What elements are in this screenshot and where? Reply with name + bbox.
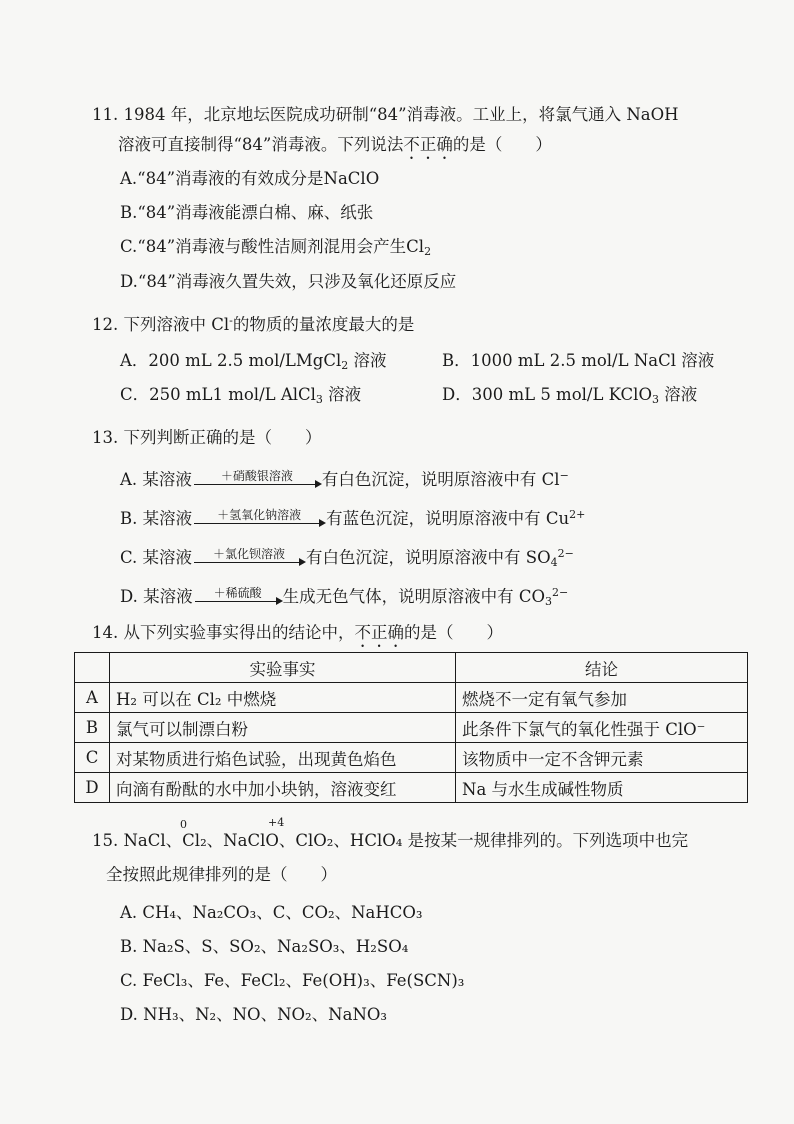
q11-stem-line1: 11. 1984 年，北京地坛医院成功研制“84”消毒液。工业上，将氯气通入 NaOH [92, 105, 679, 124]
q13-option-c-sub: 4 [550, 556, 558, 569]
q12-option-a [120, 350, 386, 372]
row-label: A [75, 683, 110, 713]
q13-option-d-sup: 2− [552, 586, 569, 599]
q13-option-a-reagent: ＋硝酸银溶液 [220, 469, 293, 483]
row-conclusion: 该物质中一定不含钾元素 [456, 743, 748, 773]
q13-option-a-post: 有白色沉淀，说明原溶液中有 Cl [321, 470, 560, 489]
q11-option-a: A.“84”消毒液的有效成分是NaClO [120, 169, 380, 188]
q13-option-d-pre: D. 某溶液 [120, 587, 193, 606]
table-header-cell [75, 653, 110, 683]
q12-option-c-sub: 3 [315, 393, 323, 406]
q13-option-b-pre: B. 某溶液 [120, 509, 193, 528]
reaction-arrow [194, 466, 320, 485]
q13-option-d [120, 583, 568, 608]
q12-stem-post: 的物质的量浓度最大的是 [232, 315, 415, 334]
q12-option-a-sub: 2 [341, 359, 349, 372]
q13-option-b-post: 有蓝色沉淀，说明原溶液中有 Cu [326, 509, 570, 528]
q12-stem [92, 314, 414, 336]
q12-option-c-text: C．250 mL1 mol/L AlCl [120, 385, 316, 404]
q15-stem-line2: 全按照此规律排列的是（ ） [106, 865, 337, 884]
table-row [75, 713, 748, 743]
q11-stem-line2 [118, 134, 552, 163]
q11-option-d: D.“84”消毒液久置失效，只涉及氧化还原反应 [120, 272, 457, 291]
row-conclusion: 燃烧不一定有氧气参加 [456, 683, 748, 713]
q14-stem-pre: 14. 从下列实验事实得出的结论中， [92, 623, 355, 642]
q13-option-a-sup: − [559, 469, 569, 482]
row-fact: 对某物质进行焰色试验，出现黄色焰色 [110, 743, 456, 773]
q12-stem-sup: - [229, 314, 233, 327]
q12-option-d-post: 溶液 [659, 385, 698, 404]
reaction-arrow [195, 583, 281, 602]
table-row [75, 683, 748, 713]
row-fact: 氯气可以制漂白粉 [110, 713, 456, 743]
q13-option-b-reagent: ＋氢氧化钠溶液 [217, 508, 302, 522]
q12-stem-pre: 12. 下列溶液中 Cl [92, 315, 230, 334]
row-conclusion: 此条件下氯气的氧化性强于 ClO⁻ [456, 713, 748, 743]
q11-stem-post: 的是（ ） [452, 135, 552, 154]
q13-option-c-sup: 2− [557, 547, 574, 560]
q13-option-d-reagent: ＋稀硫酸 [213, 586, 262, 600]
q14-stem [92, 622, 503, 651]
table-row [75, 773, 748, 803]
q12-option-d [442, 384, 697, 406]
q12-option-d-text: D．300 mL 5 mol/L KClO [442, 385, 652, 404]
q12-option-c-post: 溶液 [322, 385, 362, 404]
q11-option-c-sub: 2 [424, 245, 432, 258]
q11-option-c-text: C.“84”消毒液与酸性洁厕剂混用会产生Cl [120, 237, 425, 256]
reaction-arrow [194, 544, 304, 563]
row-label: D [75, 773, 110, 803]
q12-option-c [120, 384, 361, 406]
q12-option-b: B．1000 mL 2.5 mol/L NaCl 溶液 [442, 351, 715, 370]
q13-option-c [120, 544, 574, 569]
q12-option-a-post: 溶液 [348, 351, 387, 370]
q12-option-a-text: A．200 mL 2.5 mol/LMgCl [120, 351, 342, 370]
table-row [75, 743, 748, 773]
q11-stem-emphasis: 不正确 [403, 135, 453, 154]
row-fact: 向滴有酚酞的水中加小块钠，溶液变红 [110, 773, 456, 803]
q15-option-b: B. Na₂S、S、SO₂、Na₂SO₃、H₂SO₄ [120, 937, 409, 956]
reaction-arrow [194, 505, 324, 524]
q14-stem-post: 的是（ ） [404, 623, 503, 642]
q15-option-c: C. FeCl₃、Fe、FeCl₂、Fe(OH)₃、Fe(SCN)₃ [120, 971, 465, 990]
q12-option-d-sub: 3 [652, 393, 659, 406]
q13-stem: 13. 下列判断正确的是（ ） [92, 428, 322, 447]
q15-option-d: D. NH₃、N₂、NO、NO₂、NaNO₃ [120, 1005, 388, 1024]
q15-option-a: A. CH₄、Na₂CO₃、C、CO₂、NaHCO₃ [120, 903, 423, 922]
q13-option-d-post: 生成无色气体，说明原溶液中有 CO [282, 587, 546, 606]
q13-option-c-post: 有白色沉淀，说明原溶液中有 SO [306, 548, 551, 567]
handwritten-mark: +4 [268, 816, 285, 829]
q13-option-b [120, 505, 585, 530]
table-header-row [75, 653, 748, 683]
row-label: C [75, 743, 110, 773]
row-fact: H₂ 可以在 Cl₂ 中燃烧 [110, 683, 456, 713]
row-label: B [75, 713, 110, 743]
q13-option-a-pre: A. 某溶液 [120, 470, 192, 489]
q13-option-a [120, 466, 569, 491]
row-conclusion: Na 与水生成碱性物质 [456, 773, 748, 803]
q11-option-c [120, 236, 431, 258]
q11-stem-pre: 溶液可直接制得“84”消毒液。下列说法 [118, 135, 404, 154]
table-header-cell: 实验事实 [110, 653, 456, 683]
q13-option-c-reagent: ＋氯化钡溶液 [213, 547, 286, 561]
table-header-cell: 结论 [456, 653, 748, 683]
q13-option-d-sub: 3 [545, 595, 553, 608]
q11-option-b: B.“84”消毒液能漂白棉、麻、纸张 [120, 203, 374, 222]
handwritten-mark: 0 [180, 818, 187, 831]
q13-option-c-pre: C. 某溶液 [120, 548, 193, 567]
q14-table [74, 652, 748, 803]
q15-stem-line1: 15. NaCl、Cl₂、NaClO、ClO₂、HClO₄ 是按某一规律排列的。下列选项中也完 [92, 831, 689, 850]
q14-stem-emphasis: 不正确 [354, 623, 404, 642]
q13-option-b-sup: 2+ [569, 508, 586, 521]
